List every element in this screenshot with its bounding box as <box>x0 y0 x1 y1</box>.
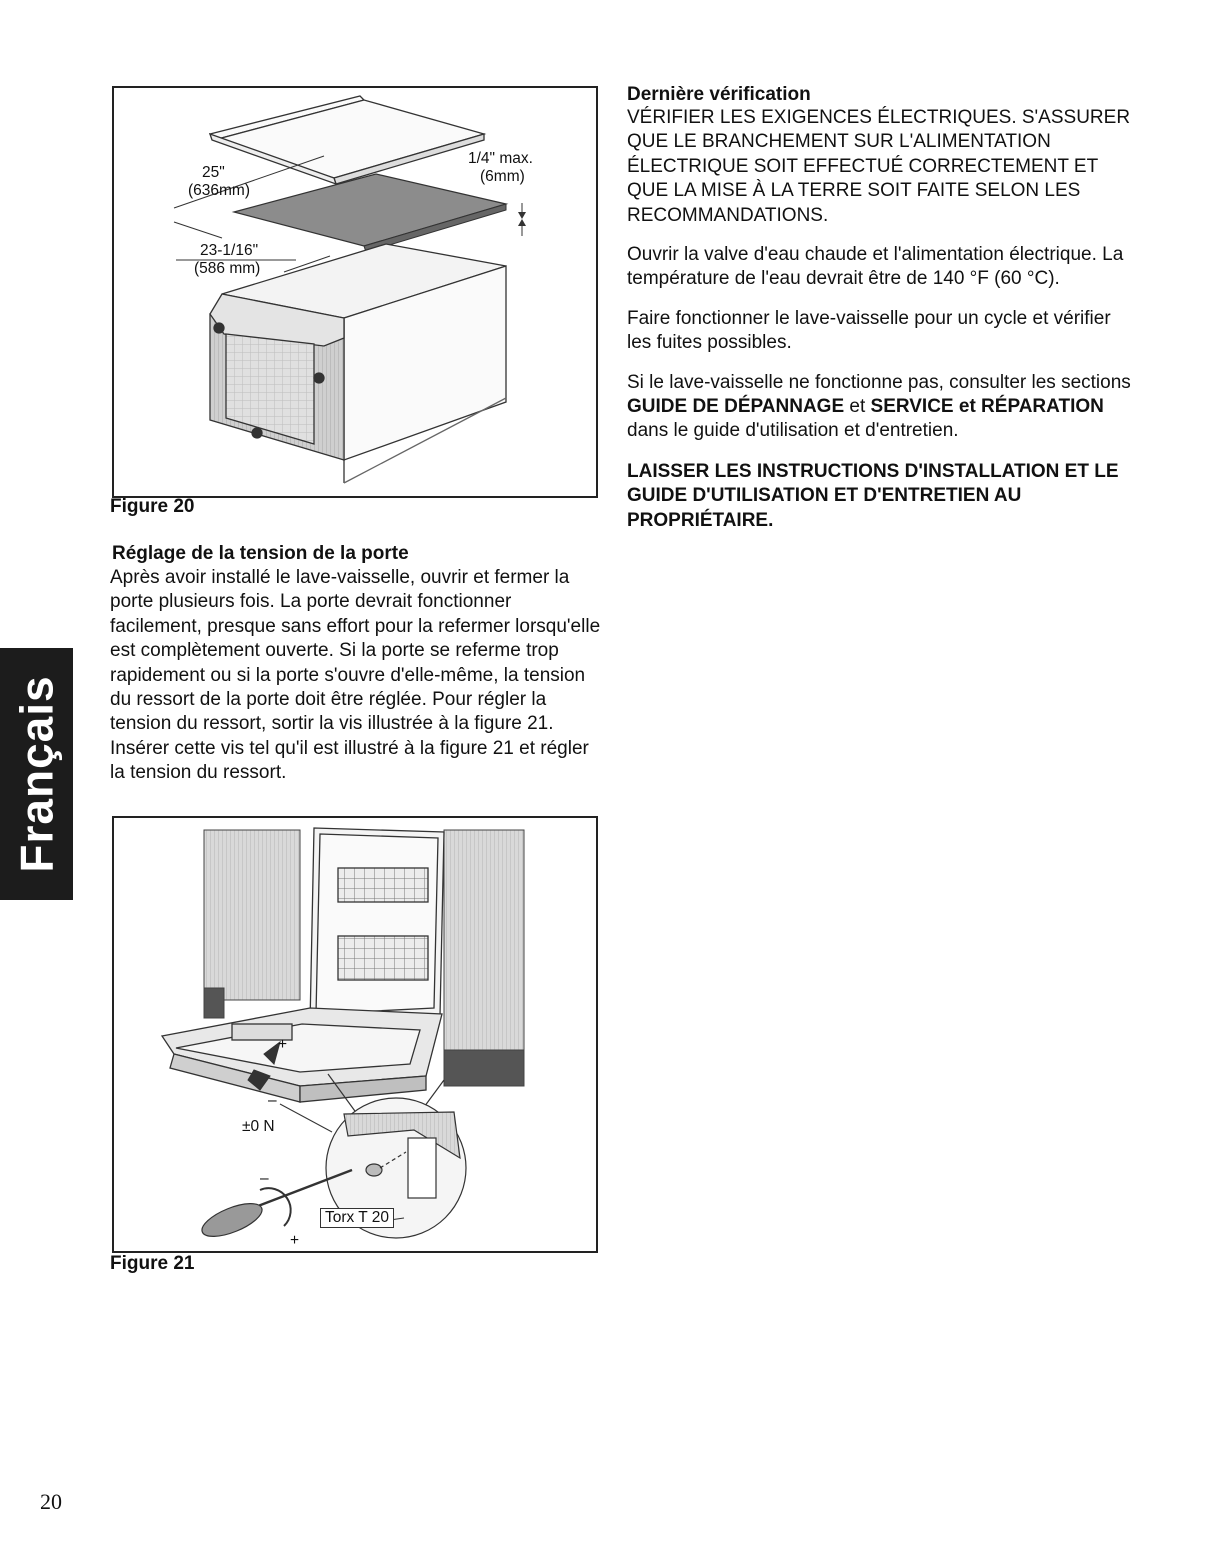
leave-instructions-note: LAISSER LES INSTRUCTIONS D'INSTALLATION ET LE GUIDE D'UTILISATION ET D'ENTRETIEN AU PROPRIÉTAIRE. <box>627 460 1119 531</box>
label-torx-t20: Torx T 20 <box>320 1208 394 1228</box>
door-tension-body: Après avoir installé le lave-vaisselle, ouvrir et fermer la porte plusieurs fois. La porte devrait fonctionner facilement, presque sans effort pour la refermer lorsqu'elle est complètement ouverte. Si la porte se referme trop rapidement ou si la porte s'ouvre d'elle-même, la tension du ressort de la porte doit être réglée. Pour régler la tension du ressort, sortir la vis illustrée à la figure 21. Insérer cette vis tel qu'il est illustré à la figure 21 et régler la tension du ressort. <box>110 567 601 784</box>
label-6mm: (6mm) <box>480 168 525 185</box>
label-25in: 25" <box>202 164 225 181</box>
label-586mm: (586 mm) <box>194 260 261 277</box>
troubleshooting-guide-ref: GUIDE DE DÉPANNAGE <box>627 396 845 418</box>
label-minus-top: – <box>268 1092 277 1109</box>
label-quarter-max: 1/4" max. <box>468 150 533 167</box>
language-tab <box>0 648 73 900</box>
final-check-heading: Dernière vérification <box>627 84 811 105</box>
service-repair-ref: SERVICE et RÉPARATION <box>870 396 1104 418</box>
label-636mm: (636mm) <box>188 182 251 199</box>
label-torque: ±0 N <box>242 1118 275 1135</box>
troubleshooting-paragraph <box>627 371 1137 444</box>
troubleshooting-text-3: dans le guide d'utilisation et d'entretien. <box>627 420 959 442</box>
page-number: 20 <box>40 1489 62 1514</box>
figure-20-frame <box>112 86 598 498</box>
label-plus-bottom: + <box>290 1232 300 1249</box>
language-tab-label: Français <box>10 675 63 873</box>
dimension-arrowheads <box>518 212 526 226</box>
figure-20-caption: Figure 20 <box>110 496 195 517</box>
electrical-requirements-paragraph: VÉRIFIER LES EXIGENCES ÉLECTRIQUES. S'ASSURER QUE LE BRANCHEMENT SUR L'ALIMENTATION ÉLECTRIQUE SOIT EFFECTUÉ CORRECTEMENT ET QUE LA MISE À LA TERRE SOIT FAITE SELON LES RECOMMANDATIONS. <box>627 107 1131 226</box>
figure-21-frame <box>112 816 598 1253</box>
figure-21-caption: Figure 21 <box>110 1253 195 1274</box>
label-23-1-16in: 23-1/16" <box>200 242 259 259</box>
final-check-section <box>627 84 1137 533</box>
troubleshooting-text-1: Si le lave-vaisselle ne fonctionne pas, consulter les sections <box>627 371 1131 393</box>
troubleshooting-text-2: et <box>844 396 871 418</box>
label-plus-top: + <box>278 1036 288 1053</box>
figure-21-illustration <box>114 818 596 1251</box>
torque-callout-line <box>280 1104 332 1132</box>
water-valve-paragraph: Ouvrir la valve d'eau chaude et l'alimentation électrique. La température de l'eau devrait être de 140 °F (60 °C). <box>627 244 1124 290</box>
open-door <box>162 1008 442 1102</box>
top-trim-rail <box>210 96 484 184</box>
run-cycle-paragraph: Faire fonctionner le lave-vaisselle pour un cycle et vérifier les fuites possibles. <box>627 307 1111 354</box>
door-tension-heading: Réglage de la tension de la porte <box>112 543 409 564</box>
label-minus-bottom: – <box>260 1170 269 1187</box>
dishwasher-body <box>210 244 506 483</box>
countertop-panel <box>234 174 506 252</box>
dishwasher-tub <box>310 828 444 1024</box>
